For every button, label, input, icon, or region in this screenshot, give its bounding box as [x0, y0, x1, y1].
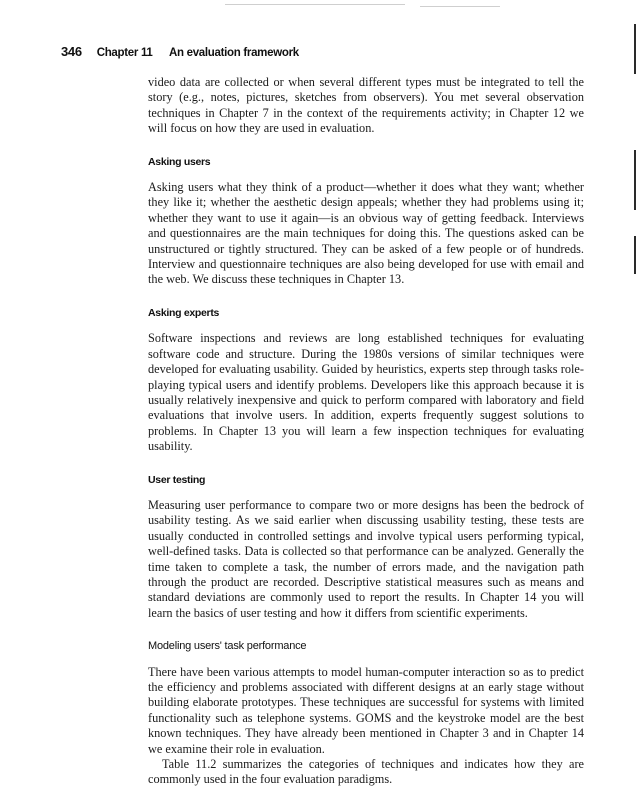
chapter-title: An evaluation framework [168, 47, 299, 59]
page-body [148, 75, 584, 788]
scan-artifact-top [225, 4, 405, 5]
section-heading-user-testing: User testing [148, 473, 206, 486]
section-paragraph: Asking users what they think of a product—whether it does what they want; whether they like it; whether the aesthetic design appeals; whether they had problems using it; whether they want to use it again—is an obvious way of getting feedback. Interviews and questionnaires are the main techniques for doing this. The questions asked can be unstructured or tightly structured. They can be asked of a few people or of hundreds. Interview and questionnaire techniques are also being developed for use with email and the web. We discuss these techniques in Chapter 13. [148, 180, 584, 287]
section-heading-asking-users: Asking users [148, 155, 211, 168]
chapter-label: Chapter 11 [96, 47, 153, 59]
scan-edge-mark [634, 236, 636, 274]
section-paragraph: Measuring user performance to compare two or more designs has been the bedrock of usability testing. As we said earlier when discussing usability testing, these tests are usually conducted in controlled settings and involve typical users performing typical, well-defined tasks. Data is collected so that performance can be analyzed. Generally the time taken to complete a task, the number of errors made, and the navigation path through the product are recorded. Descriptive statistical measures such as means and standard deviations are commonly used to report the results. In Chapter 14 you will learn the basics of user testing and how it differs from scientific experiments. [148, 497, 584, 620]
scan-edge-mark [634, 24, 636, 74]
page-number: 346 [61, 44, 82, 59]
section-paragraph: There have been various attempts to model human-computer interaction so as to predict the efficiency and problems associated with different designs at an early stage without building elaborate prototypes. These techniques are successful for systems with limited functionality such as telephone systems. GOMS and the keystroke model are the best known techniques. They have already been mentioned in Chapter 3 and in Chapter 14 we examine their role in evaluation. [148, 664, 584, 756]
running-head [61, 44, 299, 59]
section-paragraph: Software inspections and reviews are long established techniques for evaluating software code and structure. During the 1980s versions of similar techniques were developed for evaluating usability. Guided by heuristics, experts step through tasks role-playing typical users and identify problems. Developers like this approach because it is usually relatively inexpensive and quick to perform compared with laboratory and field evaluations that involve users. In addition, experts frequently suggest solutions to problems. In Chapter 13 you will learn a few inspection techniques for evaluating usability. [148, 331, 584, 454]
intro-paragraph: video data are collected or when several different types must be integrated to tell the story (e.g., notes, pictures, sketches from observers). You met several observation techniques in Chapter 7 in the context of the requirements activity; in Chapter 12 we will focus on how they are used in evaluation. [148, 75, 584, 136]
section-heading-asking-experts: Asking experts [148, 306, 220, 319]
section-heading-modeling: Modeling users' task performance [148, 640, 307, 653]
section-paragraph: Table 11.2 summarizes the categories of techniques and indicates how they are commonly used in the four evaluation paradigms. [148, 757, 584, 787]
scan-edge-mark [634, 150, 636, 210]
scan-artifact-top-2 [420, 6, 500, 7]
